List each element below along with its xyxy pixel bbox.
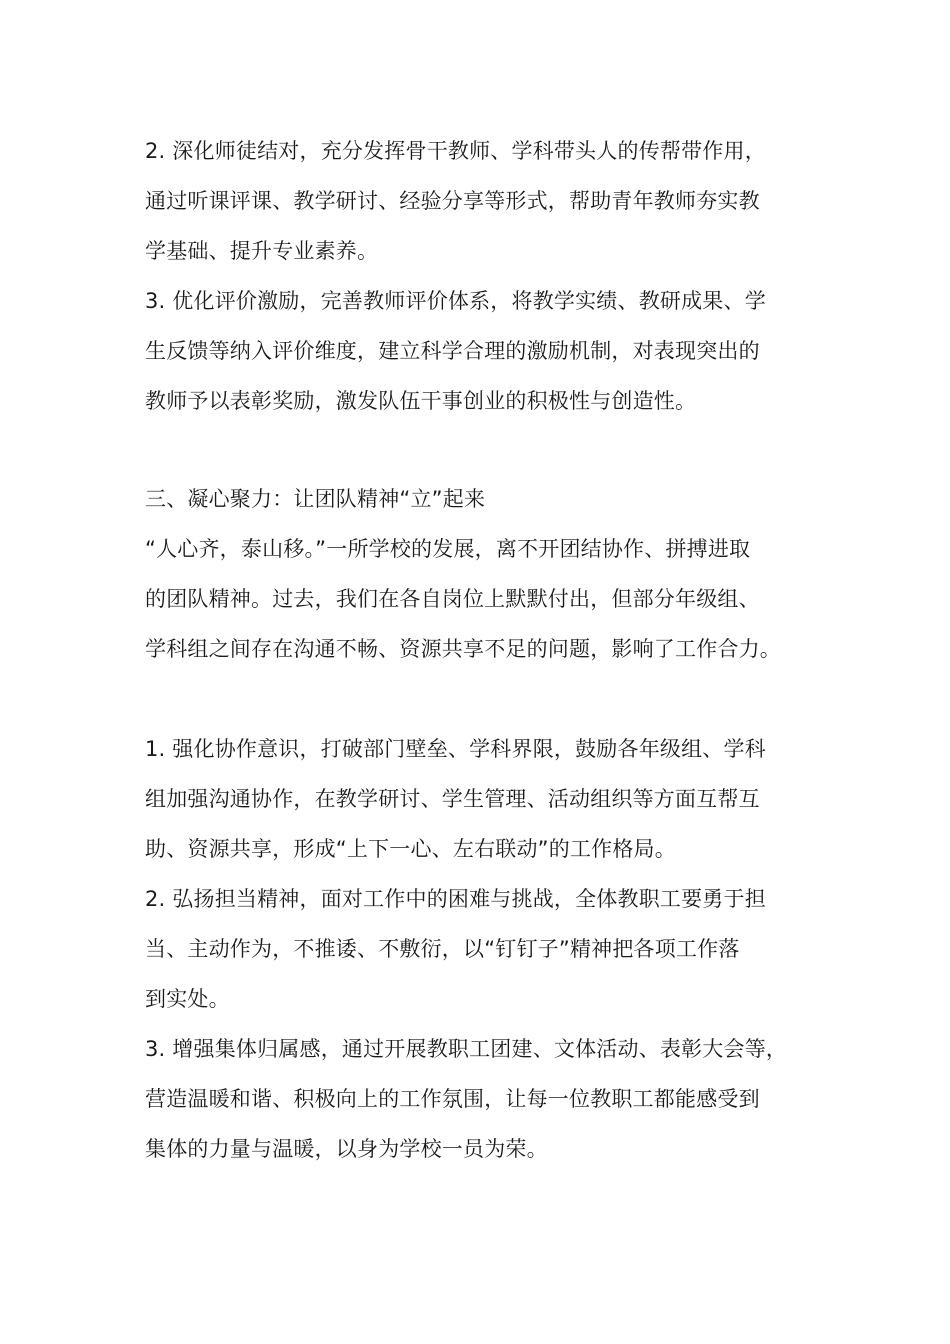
paragraph-line: 组加强沟通协作，在教学研讨、学生管理、活动组织等方面互帮互 [145, 787, 760, 811]
paragraph-line: 的团队精神。过去，我们在各自岗位上默默付出，但部分年级组、 [145, 587, 760, 611]
paragraph-line: “人心齐，泰山移。”一所学校的发展，离不开团结协作、拼搏进取 [145, 537, 751, 561]
paragraph-line: 2. 深化师徒结对，充分发挥骨干教师、学科带头人的传帮带作用， [145, 139, 766, 163]
paragraph-line: 助、资源共享，形成“上下一心、左右联动”的工作格局。 [145, 837, 676, 861]
paragraph-line: 3. 优化评价激励，完善教师评价体系，将教学实绩、教研成果、学 [145, 289, 766, 313]
section-heading: 三、凝心聚力：让团队精神“立”起来 [145, 487, 486, 511]
paragraph-line: 教师予以表彰奖励，激发队伍干事创业的积极性与创造性。 [145, 389, 697, 413]
paragraph-line: 集体的力量与温暖，以身为学校一员为荣。 [145, 1137, 548, 1161]
paragraph-line: 生反馈等纳入评价维度，建立科学合理的激励机制，对表现突出的 [145, 339, 760, 363]
paragraph-line: 到实处。 [145, 987, 230, 1011]
paragraph-line: 3. 增强集体归属感，通过开展教职工团建、文体活动、表彰大会等， [145, 1037, 788, 1061]
paragraph-line: 当、主动作为，不推诿、不敷衍，以“钉钉子”精神把各项工作落 [145, 937, 740, 961]
paragraph-line: 1. 强化协作意识，打破部门壁垒、学科界限，鼓励各年级组、学科 [145, 737, 766, 761]
paragraph-line: 通过听课评课、教学研讨、经验分享等形式，帮助青年教师夯实教 [145, 189, 760, 213]
paragraph-line: 学科组之间存在沟通不畅、资源共享不足的问题，影响了工作合力。 [145, 637, 781, 661]
paragraph-line: 2. 弘扬担当精神，面对工作中的困难与挑战，全体教职工要勇于担 [145, 887, 766, 911]
paragraph-line: 学基础、提升专业素养。 [145, 239, 379, 263]
paragraph-line: 营造温暖和谐、积极向上的工作氛围，让每一位教职工都能感受到 [145, 1087, 760, 1111]
